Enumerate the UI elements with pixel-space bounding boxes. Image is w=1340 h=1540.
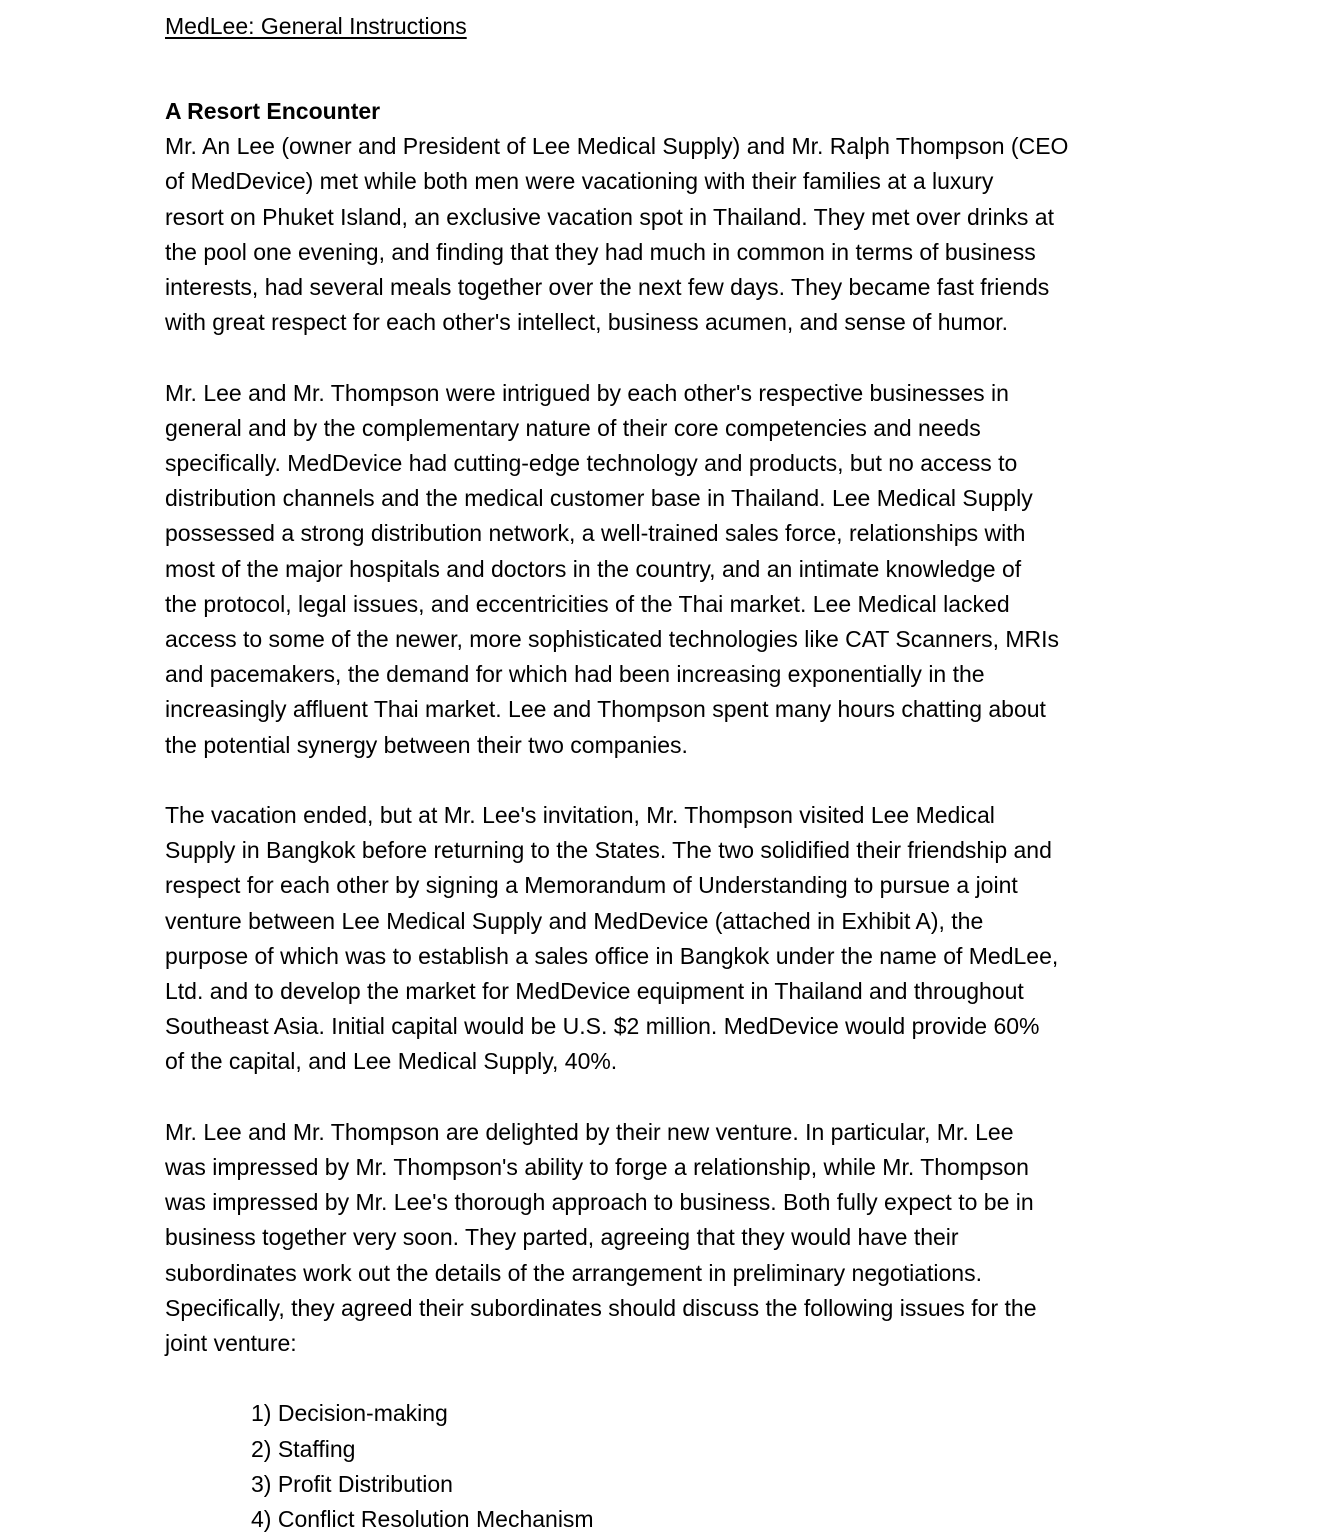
- section-heading: A Resort Encounter: [165, 98, 381, 124]
- paragraph: [165, 798, 1068, 1080]
- paragraph-line: Mr. Lee and Mr. Thompson are delighted by their new venture. In particular, Mr. Lee: [165, 1118, 1014, 1145]
- paragraph-line: interests, had several meals together over the next few days. They became fast friends: [165, 274, 1050, 301]
- paragraph: [165, 376, 1068, 763]
- paragraph-line: Ltd. and to develop the market for MedDevice equipment in Thailand and throughout: [165, 978, 1024, 1005]
- paragraph-line: Mr. Lee and Mr. Thompson were intrigued by each other's respective businesses in: [165, 379, 1009, 406]
- paragraph-line: increasingly affluent Thai market. Lee and Thompson spent many hours chatting about: [165, 696, 1046, 723]
- paragraph-line: was impressed by Mr. Lee's thorough approach to business. Both fully expect to be in: [165, 1189, 1034, 1216]
- paragraph-line: respect for each other by signing a Memorandum of Understanding to pursue a joint: [165, 872, 1018, 899]
- document-title: MedLee: General Instructions: [165, 13, 467, 39]
- paragraph-line: access to some of the newer, more sophisticated technologies like CAT Scanners, MRIs: [165, 626, 1060, 653]
- paragraph-line: possessed a strong distribution network, a well-trained sales force, relationships with: [165, 520, 1026, 547]
- paragraph-line: distribution channels and the medical customer base in Thailand. Lee Medical Supply: [165, 485, 1033, 512]
- paragraph-line: venture between Lee Medical Supply and MedDevice (attached in Exhibit A), the: [165, 907, 984, 934]
- issue-item: 4) Conflict Resolution Mechanism: [251, 1506, 594, 1533]
- issue-item: 3) Profit Distribution: [251, 1470, 453, 1497]
- paragraph-line: with great respect for each other's intellect, business acumen, and sense of humor.: [165, 309, 1009, 336]
- paragraph-line: specifically. MedDevice had cutting-edge technology and products, but no access to: [165, 450, 1018, 477]
- paragraph-line: Supply in Bangkok before returning to the States. The two solidified their friendship and: [165, 837, 1052, 864]
- paragraph-line: most of the major hospitals and doctors in the country, and an intimate knowledge of: [165, 555, 1022, 582]
- paragraph-line: of MedDevice) met while both men were vacationing with their families at a luxury: [165, 168, 994, 195]
- paragraph: [165, 1115, 1068, 1361]
- paragraph-line: joint venture:: [165, 1330, 297, 1357]
- paragraph: [165, 129, 1068, 340]
- paragraph-line: the potential synergy between their two companies.: [165, 731, 688, 758]
- paragraph-line: purpose of which was to establish a sales office in Bangkok under the name of MedLee,: [165, 942, 1059, 969]
- paragraph-line: Southeast Asia. Initial capital would be U.S. $2 million. MedDevice would provide 60%: [165, 1013, 1040, 1040]
- paragraph-line: Specifically, they agreed their subordinates should discuss the following issues for the: [165, 1294, 1037, 1321]
- paragraph-line: The vacation ended, but at Mr. Lee's invitation, Mr. Thompson visited Lee Medical: [165, 802, 995, 829]
- paragraph-line: resort on Phuket Island, an exclusive vacation spot in Thailand. They met over drinks at: [165, 203, 1054, 230]
- paragraph-line: of the capital, and Lee Medical Supply, 40%.: [165, 1048, 618, 1075]
- paragraph-line: the pool one evening, and finding that they had much in common in terms of business: [165, 238, 1036, 265]
- paragraph-line: general and by the complementary nature of their core competencies and needs: [165, 414, 981, 441]
- paragraph-line: and pacemakers, the demand for which had been increasing exponentially in the: [165, 661, 985, 688]
- issue-item: 2) Staffing: [251, 1435, 356, 1462]
- paragraph-line: the protocol, legal issues, and eccentricities of the Thai market. Lee Medical lacked: [165, 590, 1010, 617]
- document-body: [165, 94, 1068, 1537]
- paragraph-line: Mr. An Lee (owner and President of Lee Medical Supply) and Mr. Ralph Thompson (CEO: [165, 133, 1069, 160]
- issue-item: 1) Decision-making: [251, 1400, 448, 1427]
- paragraph-line: was impressed by Mr. Thompson's ability to forge a relationship, while Mr. Thompson: [165, 1154, 1029, 1181]
- issues-list: [165, 1396, 1068, 1537]
- paragraph-line: subordinates work out the details of the arrangement in preliminary negotiations.: [165, 1259, 982, 1286]
- paragraph-line: business together very soon. They parted, agreeing that they would have their: [165, 1224, 959, 1251]
